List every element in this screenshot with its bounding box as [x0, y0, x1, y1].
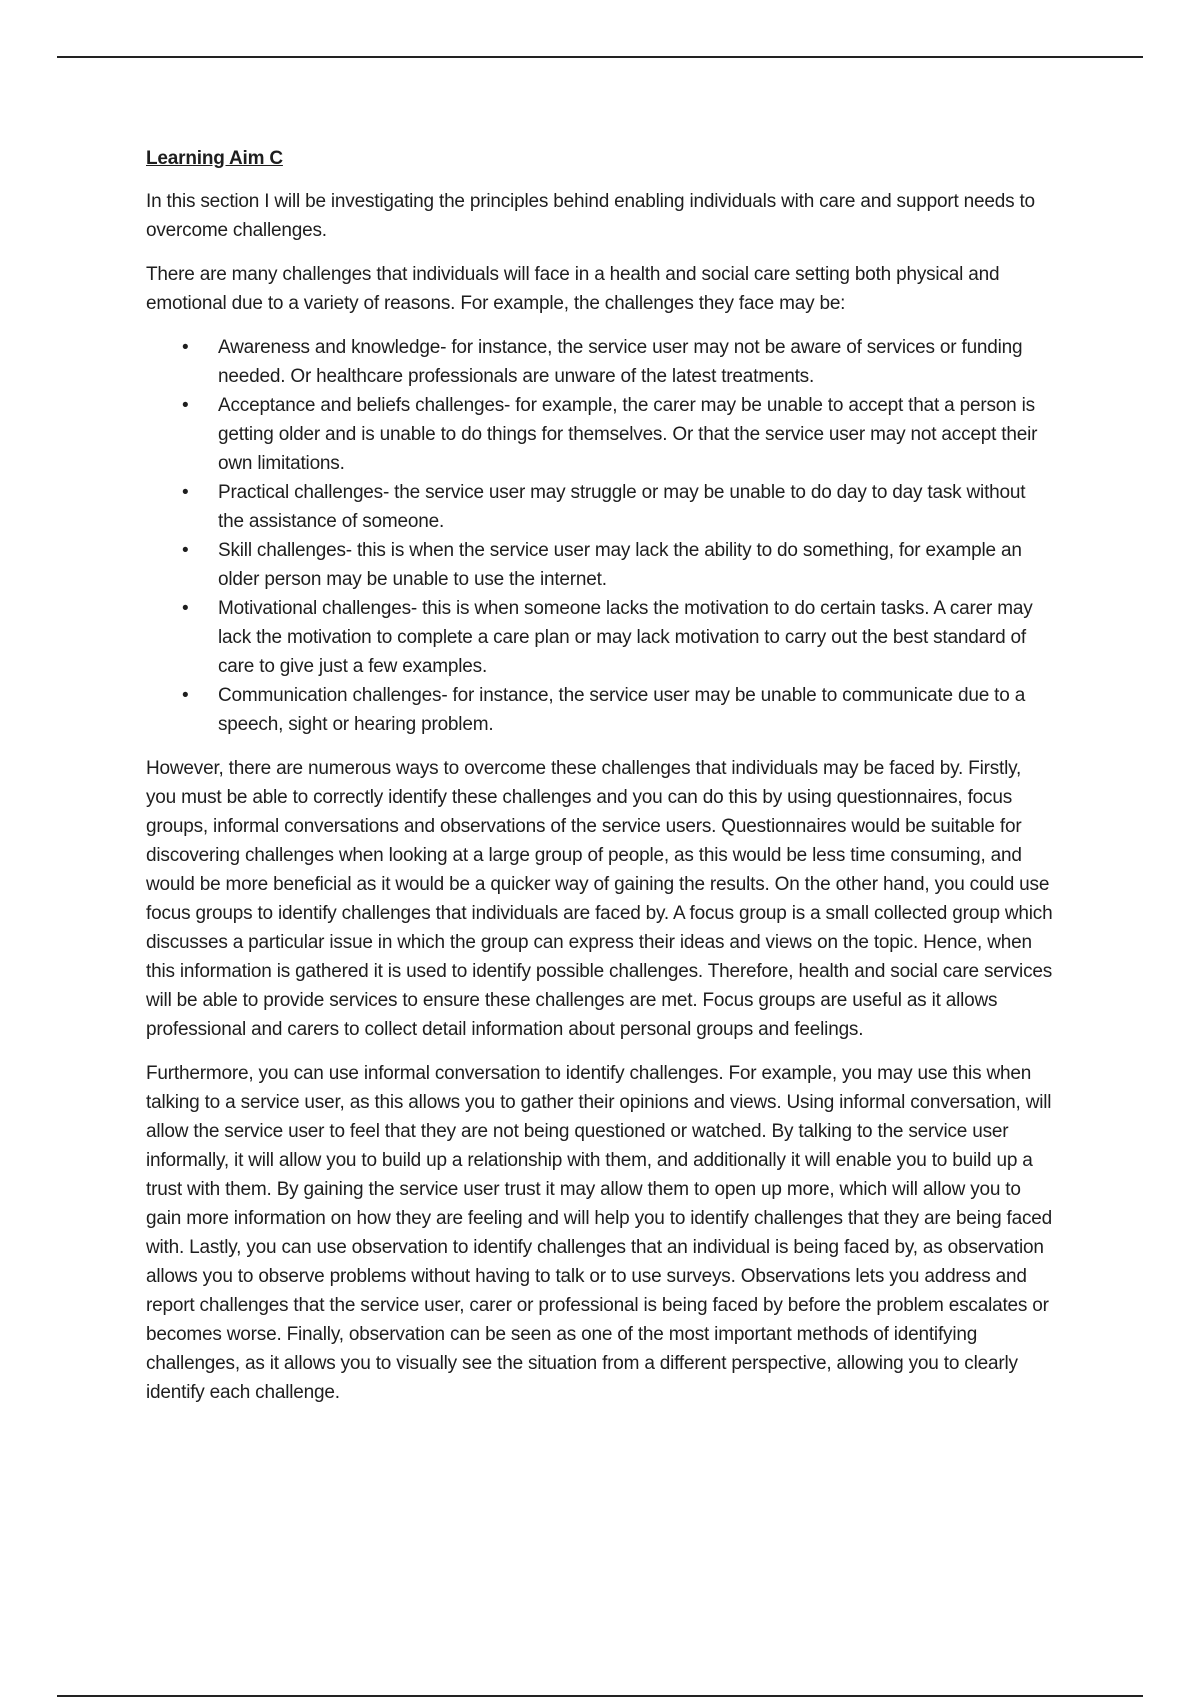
bullet-icon: • — [182, 685, 189, 706]
furthermore-paragraph: Furthermore, you can use informal conversation to identify challenges. For example, you may use this when talking to a service user, as this allows you to gather their opinions and views. Using informal conversation, will allow the service user to feel that they are not being questioned or watched. By talking to the service user informally, it will allow you to build up a relationship with them, and additionally it will enable you to build up a trust with them. By gaining the service user trust it may allow them to open up more, which will allow you to gain more information on how they are feeling and will help you to identify challenges that they are being faced with. Lastly, you can use observation to identify challenges that an individual is being faced by, as observation allows you to observe problems without having to talk or to use surveys. Observations lets you address and report challenges that the service user, carer or professional is being faced by before the problem escalates or becomes worse. Finally, observation can be seen as one of the most important methods of identifying challenges, as it allows you to visually see the situation from a different perspective, allowing you to clearly identify each challenge. — [146, 1063, 1053, 1403]
bullet-icon: • — [182, 337, 189, 358]
list-item — [146, 681, 1056, 739]
list-item — [146, 536, 1056, 594]
footer-rule — [57, 1695, 1143, 1697]
list-item-text: Communication challenges- for instance, the service user may be unable to communicate due to a speech, sight or hearing problem. — [218, 685, 1026, 735]
list-item-text: Awareness and knowledge- for instance, the service user may not be aware of services or funding needed. Or healthcare professionals are unware of the latest treatments. — [218, 337, 1023, 387]
challenges-intro-paragraph: There are many challenges that individuals will face in a health and social care setting both physical and emotional due to a variety of reasons. For example, the challenges they face may be: — [146, 264, 1000, 314]
bullet-icon: • — [182, 395, 189, 416]
overcome-paragraph: However, there are numerous ways to overcome these challenges that individuals may be faced by. Firstly, you must be able to correctly identify these challenges and you can do this by using questionnaires, focus groups, informal conversations and observations of the service users. Questionnaires would be suitable for discovering challenges when looking at a large group of people, as this would be less time consuming, and would be more beneficial as it would be a quicker way of gaining the results. On the other hand, you could use focus groups to identify challenges that individuals are faced by. A focus group is a small collected group which discusses a particular issue in which the group can express their ideas and views on the topic. Hence, when this information is gathered it is used to identify possible challenges. Therefore, health and social care services will be able to provide services to ensure these challenges are met. Focus groups are useful as it allows professional and carers to collect detail information about personal groups and feelings. — [146, 758, 1053, 1040]
bullet-icon: • — [182, 598, 189, 619]
document-body — [146, 146, 1056, 1422]
list-item — [146, 594, 1056, 681]
section-heading: Learning Aim C — [146, 148, 283, 169]
list-item — [146, 478, 1056, 536]
challenges-list — [146, 333, 1056, 739]
list-item-text: Motivational challenges- this is when someone lacks the motivation to do certain tasks. A carer may lack the motivation to complete a care plan or may lack motivation to carry out the best standard of care to give just a few examples. — [218, 598, 1033, 677]
list-item-text: Skill challenges- this is when the service user may lack the ability to do something, for example an older person may be unable to use the internet. — [218, 540, 1022, 590]
list-item — [146, 391, 1056, 478]
bullet-icon: • — [182, 540, 189, 561]
list-item — [146, 333, 1056, 391]
list-item-text: Practical challenges- the service user may struggle or may be unable to do day to day task without the assistance of someone. — [218, 482, 1026, 532]
header-rule — [57, 56, 1143, 58]
bullet-icon: • — [182, 482, 189, 503]
intro-paragraph: In this section I will be investigating the principles behind enabling individuals with care and support needs to overcome challenges. — [146, 191, 1035, 241]
list-item-text: Acceptance and beliefs challenges- for example, the carer may be unable to accept that a person is getting older and is unable to do things for themselves. Or that the service user may not accept their own limitations. — [218, 395, 1038, 474]
